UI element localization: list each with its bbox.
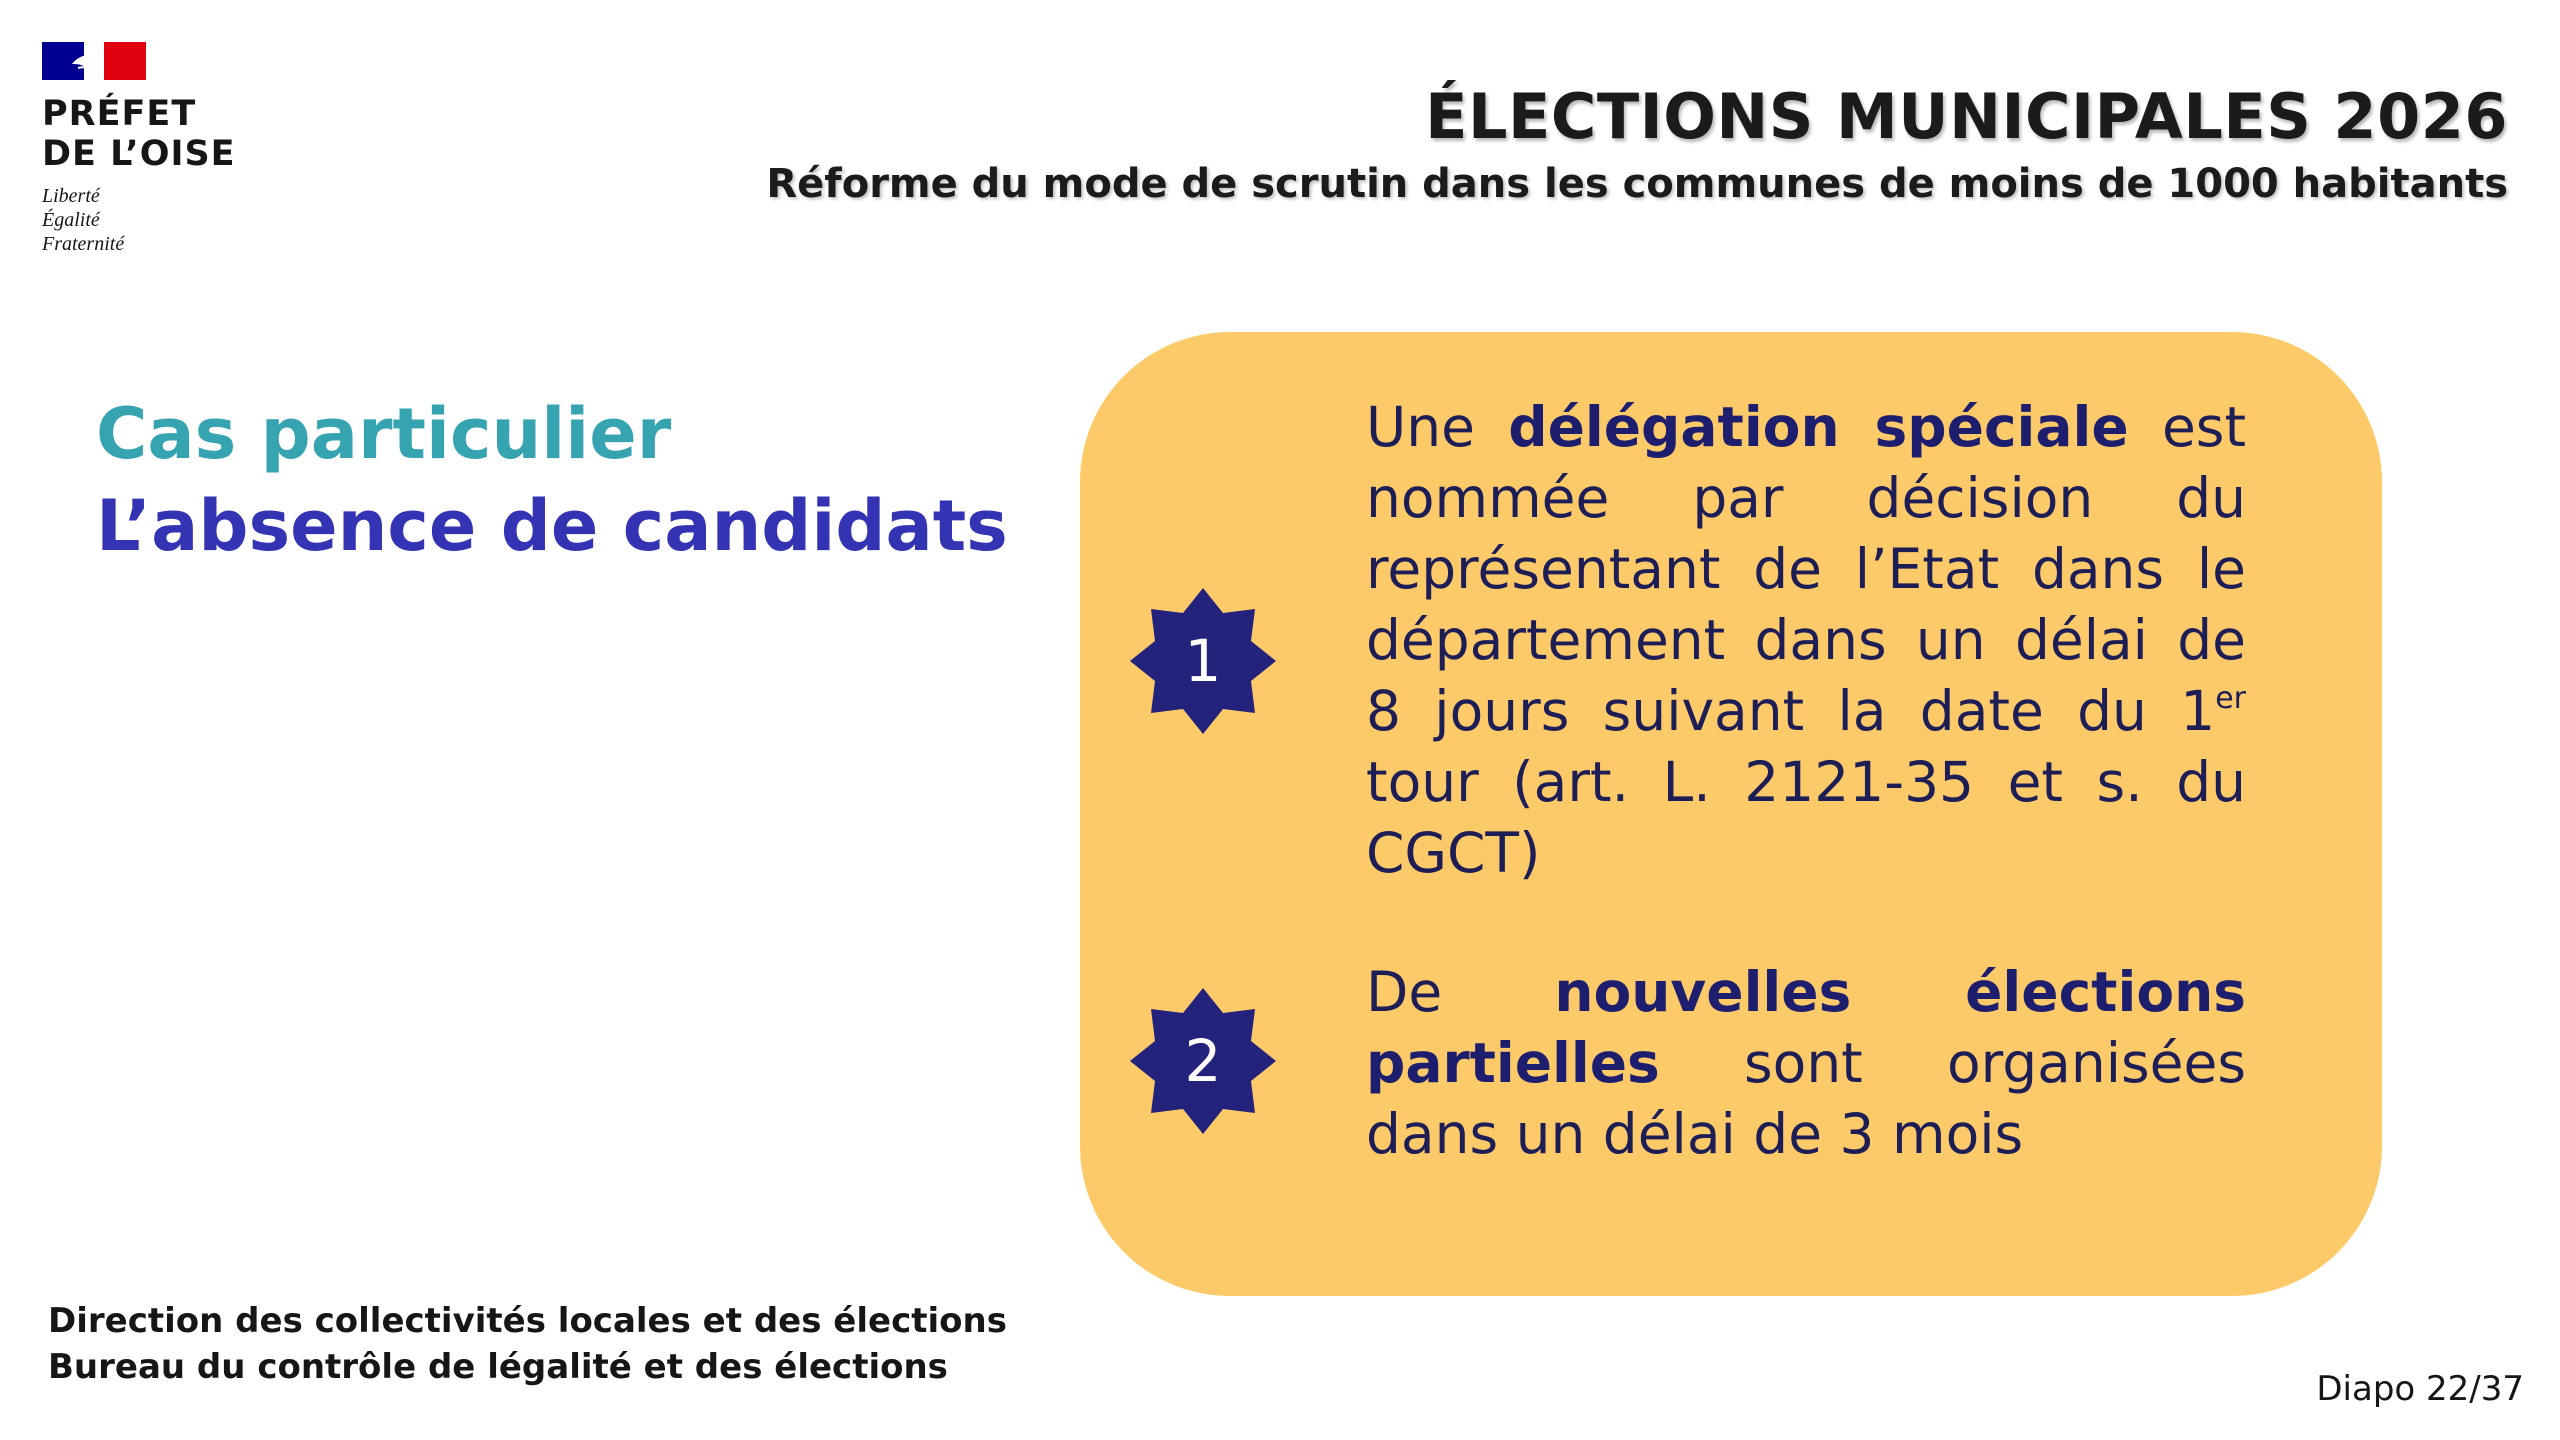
- republic-flag-icon: [42, 42, 146, 80]
- step-highlight: délégation spéciale: [1508, 395, 2129, 459]
- republic-motto: [42, 184, 282, 256]
- step-highlight: nouvelles élections partielles: [1366, 960, 2247, 1095]
- step-text: Une délégation spéciale est nommée par décision du représentant de l’Etat dans le département dans un délai de 8 jours suivant la date du 1er tour (art. L. 2121-35 et s. du CGCT): [1366, 395, 2247, 885]
- motto-egalite: Égalité: [42, 209, 100, 231]
- case-subtitle: L’absence de candidats: [96, 485, 1008, 567]
- star-badge-icon: [1130, 588, 1276, 734]
- prefecture-name: [42, 94, 282, 174]
- footer-bureau: Bureau du contrôle de légalité et des élections: [48, 1347, 948, 1387]
- motto-liberte: Liberté: [42, 185, 100, 207]
- case-title: Cas particulier: [96, 393, 672, 475]
- info-card: [1080, 332, 2382, 1296]
- prefecture-name-line1: PRÉFET: [42, 94, 197, 134]
- slide-subtitle: Réforme du mode de scrutin dans les communes de moins de 1000 habitants: [766, 161, 2508, 207]
- slide-title: ÉLECTIONS MUNICIPALES 2026: [1425, 80, 2508, 153]
- star-badge-icon: [1130, 988, 1276, 1134]
- step-text: De nouvelles élections partielles sont organisées dans un délai de 3 mois: [1366, 960, 2247, 1166]
- motto-fraternite: Fraternité: [42, 233, 125, 255]
- footer-department: [48, 1298, 1007, 1390]
- prefecture-logo: [42, 42, 282, 256]
- step-number: 2: [1184, 1027, 1222, 1095]
- ordinal-superscript: er: [2215, 681, 2246, 716]
- step-number: 1: [1184, 627, 1222, 695]
- slide-page-number: Diapo 22/37: [2316, 1369, 2524, 1409]
- prefecture-name-line2: DE L’OISE: [42, 134, 236, 174]
- footer-direction: Direction des collectivités locales et des élections: [48, 1301, 1007, 1341]
